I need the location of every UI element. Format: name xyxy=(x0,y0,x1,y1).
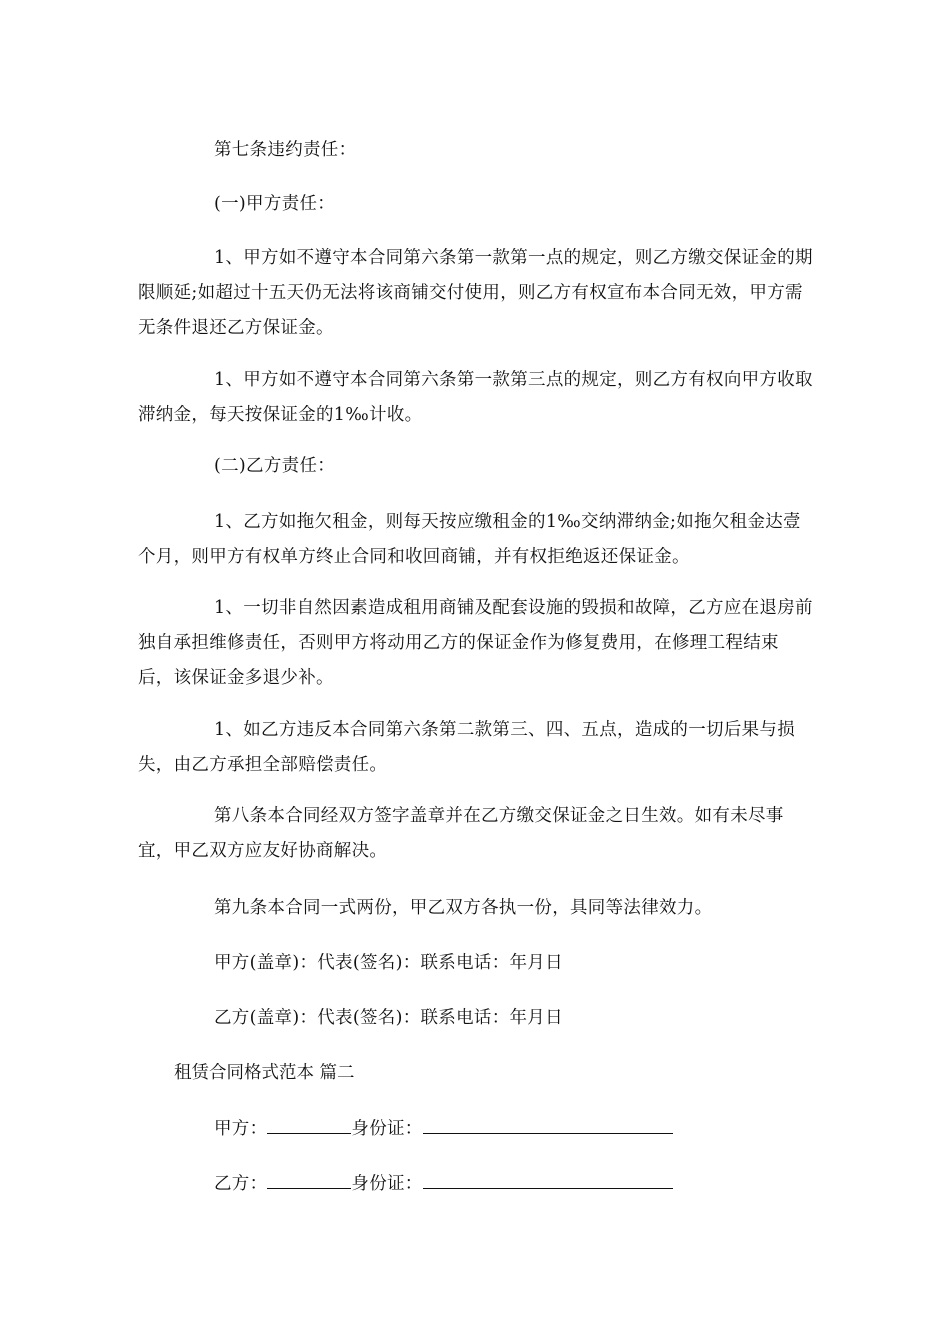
party-b-label: 乙方： xyxy=(214,1174,268,1194)
party-a-signature-line: 甲方(盖章)：代表(签名)：联系电话：年月日 xyxy=(214,953,563,973)
party-a-id-label: 身份证： xyxy=(351,1119,423,1139)
party-a-clause-1: 1、甲方如不遵守本合同第六条第一款第一点的规定，则乙方缴交保证金的期限顺延;如超过十五天仍无法将该商铺交付使用，则乙方有权宣布本合同无效，甲方需无条件退还乙方保证金。 xyxy=(138,248,813,338)
party-b-clause-3: 1、如乙方违反本合同第六条第二款第三、四、五点，造成的一切后果与损失，由乙方承担全部赔偿责任。 xyxy=(138,720,796,775)
party-b-id-blank xyxy=(423,1187,673,1189)
party-b-clause-2: 1、一切非自然因素造成租用商铺及配套设施的毁损和故障，乙方应在退房前独自承担维修责任，否则甲方将动用乙方的保证金作为修复费用，在修理工程结束后，该保证金多退少补。 xyxy=(138,598,813,688)
party-b-name-blank xyxy=(267,1187,351,1189)
party-b-id-label: 身份证： xyxy=(351,1174,423,1194)
section-2-title: 租赁合同格式范本 篇二 xyxy=(174,1063,355,1083)
party-a-name-blank xyxy=(267,1132,351,1134)
article-9: 第九条本合同一式两份，甲乙双方各执一份，具同等法律效力。 xyxy=(214,898,713,918)
party-b-clause-1: 1、乙方如拖欠租金，则每天按应缴租金的1‰交纳滞纳金;如拖欠租金达壹个月，则甲方有权单方终止合同和收回商铺，并有权拒绝返还保证金。 xyxy=(138,512,801,567)
party-a-id-blank xyxy=(423,1132,673,1134)
article-7-heading: 第七条违约责任： xyxy=(214,140,357,160)
party-b-signature-line: 乙方(盖章)：代表(签名)：联系电话：年月日 xyxy=(214,1008,563,1028)
party-b-id-row xyxy=(138,1167,813,1202)
party-a-id-row xyxy=(138,1112,813,1147)
party-b-liability-heading: (二)乙方责任： xyxy=(214,456,336,476)
party-a-clause-2: 1、甲方如不遵守本合同第六条第一款第三点的规定，则乙方有权向甲方收取滞纳金，每天按保证金的1‰计收。 xyxy=(138,370,813,425)
party-a-liability-heading: (一)甲方责任： xyxy=(214,194,336,214)
article-8: 第八条本合同经双方签字盖章并在乙方缴交保证金之日生效。如有未尽事宜，甲乙双方应友好协商解决。 xyxy=(138,806,784,861)
party-a-label: 甲方： xyxy=(214,1119,268,1139)
